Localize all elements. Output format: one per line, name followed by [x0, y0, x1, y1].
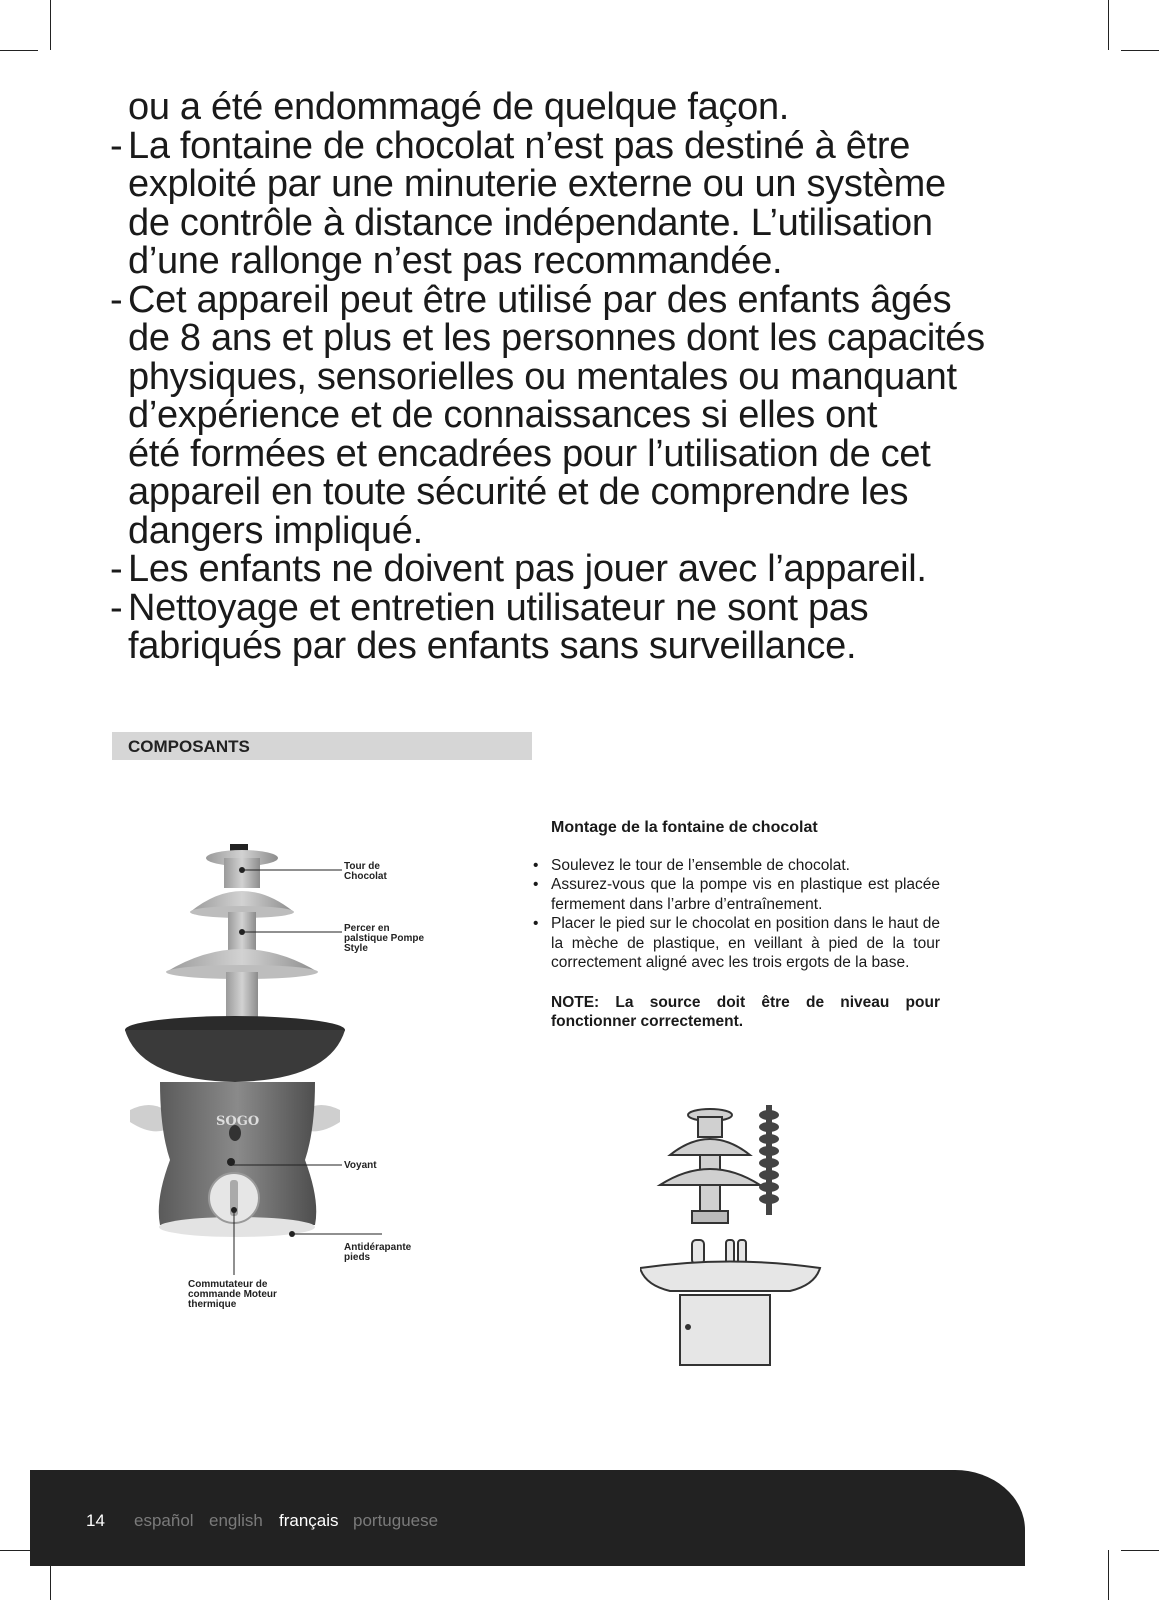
- language-link-english[interactable]: english: [209, 1511, 263, 1530]
- crop-mark: [1108, 0, 1109, 50]
- assembly-step: • Soulevez le tour de l’ensemble de chocolat.: [533, 856, 850, 874]
- label-auger: Percer en palstique Pompe Style: [344, 923, 425, 954]
- brand-logo: SOGO: [216, 1114, 260, 1129]
- footer-bar: [30, 1470, 1025, 1566]
- safety-line: fabriqués par des enfants sans surveillance.: [128, 625, 857, 667]
- safety-item: [110, 88, 1070, 127]
- dash: -: [110, 278, 123, 321]
- label-tower: Tour de Chocolat: [344, 861, 387, 882]
- fountain-illustration: [120, 830, 440, 1310]
- safety-line: La fontaine de chocolat n’est pas destiné à être: [128, 124, 911, 167]
- safety-line: exploité par une minuterie externe ou un système: [128, 163, 946, 205]
- label-indicator-light: Voyant: [344, 1160, 377, 1171]
- safety-line: de 8 ans et plus et les personnes dont les capacités: [128, 317, 985, 359]
- crop-mark: [1121, 1550, 1159, 1551]
- safety-item: [110, 550, 1070, 589]
- safety-line: dangers impliqué.: [128, 509, 423, 552]
- assembly-step: • Assurez-vous que la pompe vis en plastique est placée fermement dans l’arbre d’entraînement.: [533, 876, 940, 913]
- crop-mark: [1108, 1550, 1109, 1600]
- crop-mark: [50, 0, 51, 50]
- language-link-francais[interactable]: français: [279, 1511, 339, 1530]
- language-link-portuguese[interactable]: portuguese: [353, 1511, 439, 1530]
- bullet: •: [533, 856, 539, 874]
- assembly-title: Montage de la fontaine de chocolat: [551, 819, 818, 836]
- dash: -: [110, 548, 123, 590]
- language-link-espanol[interactable]: español: [134, 1511, 194, 1530]
- safety-line: d’une rallonge n’est pas recommandée.: [128, 240, 783, 282]
- crop-mark: [0, 50, 38, 51]
- safety-instructions: [110, 88, 1070, 666]
- dash: -: [110, 586, 123, 629]
- safety-line: Nettoyage et entretien utilisateur ne sont pas: [128, 586, 869, 629]
- safety-line: d’expérience et de connaissances si elles ont: [128, 394, 878, 436]
- safety-line: ou a été endommagé de quelque façon.: [128, 86, 790, 128]
- section-title: COMPOSANTS: [128, 737, 250, 756]
- safety-line: Les enfants ne doivent pas jouer avec l’appareil.: [128, 548, 927, 590]
- safety-item: [110, 586, 1070, 667]
- fountain-drawing: [120, 830, 440, 1300]
- bullet: •: [533, 915, 539, 932]
- assembly-diagram: [640, 1105, 840, 1395]
- dash: -: [110, 124, 123, 167]
- assembly-step: • Placer le pied sur le chocolat en position dans le haut de la mèche de plastique, en veillant à pied de la tour correctement aligné avec les trois ergots de la base.: [533, 915, 940, 971]
- safety-line: Cet appareil peut être utilisé par des enfants âgés: [128, 278, 952, 321]
- section-header: [112, 732, 532, 760]
- safety-line: appareil en toute sécurité et de comprendre les: [128, 471, 909, 513]
- assembly-drawing: [640, 1105, 840, 1395]
- safety-line: été formées et encadrées pour l’utilisation de cet: [128, 432, 931, 475]
- page-number: 14: [86, 1511, 105, 1530]
- safety-item: [110, 278, 1070, 552]
- label-control-switch: Commutateur de commande Moteur thermique: [188, 1279, 277, 1310]
- label-non-slip-feet: Antidérapante pieds: [344, 1242, 412, 1263]
- assembly-steps: [530, 856, 940, 973]
- safety-line: physiques, sensorielles ou mentales ou manquant: [128, 355, 957, 398]
- bullet: •: [533, 876, 539, 893]
- assembly-instructions: [530, 818, 940, 1032]
- assembly-note: NOTE: La source doit être de niveau pour fonctionner correctement.: [551, 993, 940, 1030]
- crop-mark: [1121, 50, 1159, 51]
- safety-item: [110, 124, 1070, 282]
- safety-line: de contrôle à distance indépendante. L’utilisation: [128, 201, 933, 244]
